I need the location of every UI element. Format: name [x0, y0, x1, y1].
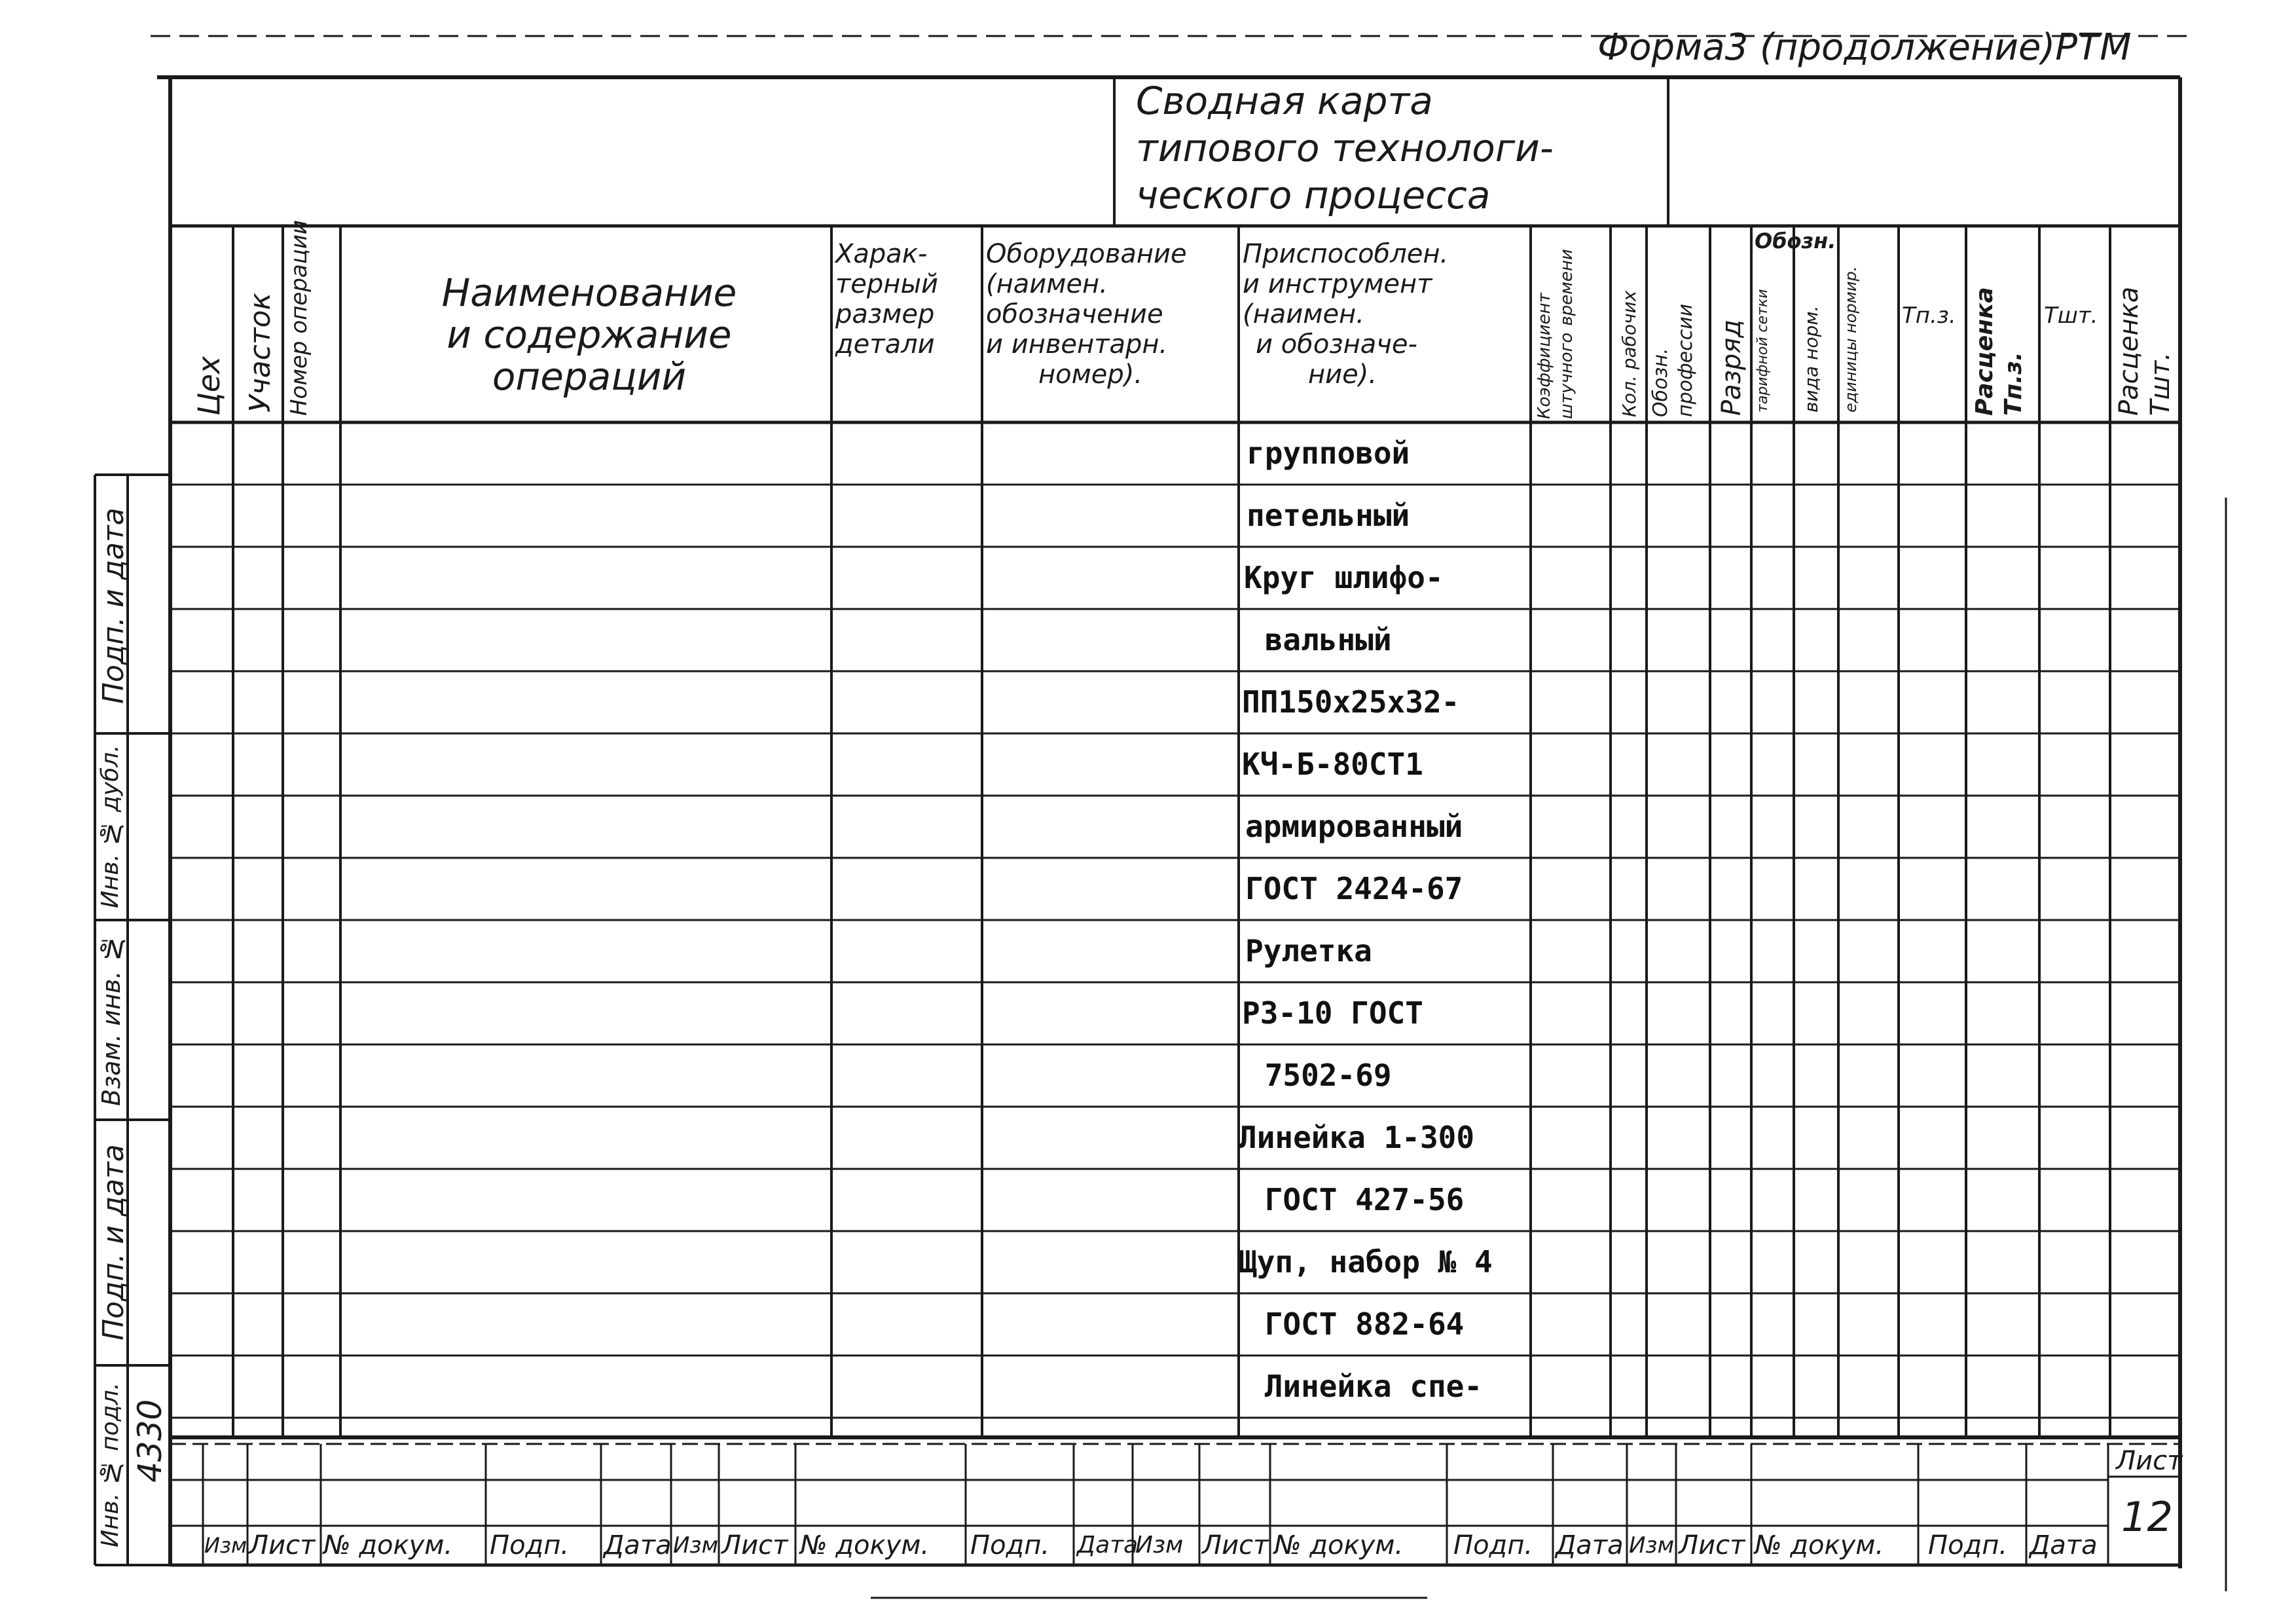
title-line-3: ческого процесса — [1136, 173, 1491, 217]
stamp-inv-dubl: Инв. № дубл. — [97, 745, 124, 909]
title-line-2: типового технологи- — [1136, 126, 1554, 170]
col-header-oboz-group: Обозн. — [1755, 229, 1836, 253]
col-header-kharakterny-2: терный — [835, 269, 939, 299]
table-row: 7502-69 — [1247, 1058, 1392, 1093]
footer-label-list-3: Лист — [1202, 1530, 1269, 1560]
table-row: Линейка спе- — [1247, 1369, 1483, 1404]
footer-label-dokum-3: № докум. — [1274, 1530, 1404, 1560]
footer-label-list-4: Лист — [1679, 1530, 1745, 1560]
footer-label-podp-3: Подп. — [1453, 1530, 1533, 1560]
table-row: Круг шлифо- — [1244, 560, 1444, 595]
table-row: КЧ-Б-80СТ1 — [1242, 747, 1423, 782]
table-row: армированный — [1245, 809, 1463, 844]
col-header-koeff — [1533, 231, 1605, 419]
col-header-uchastok: Участок — [244, 292, 277, 413]
table-row: ГОСТ 2424-67 — [1245, 871, 1463, 906]
col-header-oborudovanie-1: Оборудование — [986, 239, 1187, 269]
col-header-tsekh: Цех — [191, 356, 227, 416]
col-header-oborudovanie-3: обозначение — [986, 299, 1163, 329]
footer-label-list-2: Лист — [721, 1530, 788, 1560]
col-header-nomer-operatsii-text: Номер операции — [286, 219, 312, 416]
table-row: групповой — [1247, 435, 1410, 471]
footer-label-izm-4: Изм — [1629, 1532, 1675, 1559]
col-header-kol-rabochikh: Кол. рабочих — [1618, 290, 1640, 417]
footer-label-podp-1: Подп. — [490, 1530, 570, 1560]
footer-label-izm-2: Изм — [673, 1532, 719, 1559]
stamp-vzam-inv: Взам. инв. № — [97, 934, 126, 1106]
col-header-prisposoblenie-1: Приспособлен. — [1243, 239, 1449, 269]
sheet-label: Лист — [2116, 1446, 2183, 1476]
stamp-inv-number: 4330 — [131, 1399, 169, 1483]
stamp-podp-data-top: Подп. и дата — [97, 507, 130, 704]
col-header-oboz-professii-text: Обозн. профессии — [1649, 303, 1697, 417]
col-header-kharakterny-3: размер — [835, 299, 935, 329]
form-label: Форма3 (продолжение)РТМ — [1597, 26, 2132, 69]
footer-label-dokum-1: № докум. — [323, 1530, 453, 1560]
col-header-prisposoblenie-5: ние). — [1308, 360, 1377, 390]
col-header-tsht: Тшт. — [2044, 303, 2098, 329]
col-header-razryad: Разряд — [1717, 319, 1747, 416]
table-row: Линейка 1-300 — [1239, 1120, 1475, 1155]
col-header-oborudovanie-4: и инвентарн. — [986, 329, 1168, 360]
col-header-edinitsy-normir — [1841, 255, 1893, 413]
col-header-naimenovanie — [354, 272, 825, 397]
col-header-kharakterny-4: детали — [835, 329, 935, 360]
title-line-1: Сводная карта — [1136, 79, 1433, 123]
col-header-prisposoblenie-3: (наимен. — [1243, 299, 1364, 329]
col-header-rastsenka-tpz-text: Расценка Тп.з. — [1971, 287, 2027, 416]
footer-label-data-3: Дата — [1556, 1530, 1624, 1560]
footer-label-data-1: Дата — [604, 1530, 672, 1560]
col-header-oboz-professii — [1649, 231, 1707, 417]
col-header-naimenovanie-2: и содержание — [446, 312, 732, 357]
col-header-rastsenka-tsht-text: Расценка Тшт. — [2114, 286, 2176, 416]
col-header-oborudovanie-5: номер). — [1038, 360, 1143, 390]
col-header-vida-norm: вида норм. — [1800, 305, 1822, 413]
col-header-rastsenka-tsht — [2113, 242, 2176, 416]
footer-label-izm-3: Изм — [1135, 1532, 1184, 1559]
footer-label-izm-1: Изм — [204, 1533, 247, 1558]
table-row: ПП150х25х32- — [1242, 684, 1460, 720]
col-header-prisposoblenie-2: и инструмент — [1243, 269, 1432, 299]
footer-label-list-1: Лист — [249, 1530, 316, 1560]
col-header-kharakterny — [835, 239, 981, 360]
table-row: Щуп, набор № 4 — [1239, 1244, 1493, 1280]
col-header-koeff-text: Коэффициент штучного времени — [1535, 249, 1576, 419]
col-header-edinitsy-normir-text: единицы нормир. — [1842, 266, 1860, 413]
col-header-oborudovanie-2: (наимен. — [986, 269, 1108, 299]
col-header-prisposoblenie-4: и обозначе- — [1256, 329, 1417, 360]
table-row: Р3-10 ГОСТ — [1242, 995, 1423, 1031]
col-header-naimenovanie-3: операций — [492, 354, 687, 399]
col-header-kharakterny-1: Харак- — [835, 239, 928, 269]
col-header-tarifnoi-setki-text: тарифной сетки — [1755, 289, 1771, 413]
col-header-naimenovanie-1: Наименование — [441, 270, 737, 315]
table-row: Рулетка — [1245, 933, 1372, 969]
table-row: вальный — [1247, 622, 1392, 657]
table-row: ГОСТ 427-56 — [1247, 1182, 1465, 1217]
col-header-tarifnoi-setki — [1755, 255, 1791, 413]
document-title — [1136, 77, 1660, 226]
footer-label-data-4: Дата — [2030, 1530, 2098, 1560]
footer-label-dokum-4: № докум. — [1755, 1530, 1884, 1560]
table-row: ГОСТ 882-64 — [1247, 1306, 1465, 1342]
footer-label-data-2: Дата — [1077, 1532, 1139, 1559]
col-header-nomer-operatsii — [286, 219, 312, 416]
table-row: петельный — [1247, 498, 1410, 533]
col-header-oborudovanie — [986, 239, 1237, 390]
sheet-number: 12 — [2121, 1493, 2173, 1541]
col-header-rastsenka-tpz — [1971, 242, 2036, 416]
stamp-podp-data-bottom: Подп. и дата — [97, 1144, 130, 1341]
stamp-inv-podl: Инв. № подл. — [97, 1382, 124, 1548]
col-header-tpz: Тп.з. — [1902, 303, 1956, 329]
footer-label-dokum-2: № докум. — [800, 1530, 930, 1560]
col-header-prisposoblenie — [1243, 239, 1529, 390]
footer-label-podp-4: Подп. — [1928, 1530, 2008, 1560]
footer-label-podp-2: Подп. — [970, 1530, 1050, 1560]
